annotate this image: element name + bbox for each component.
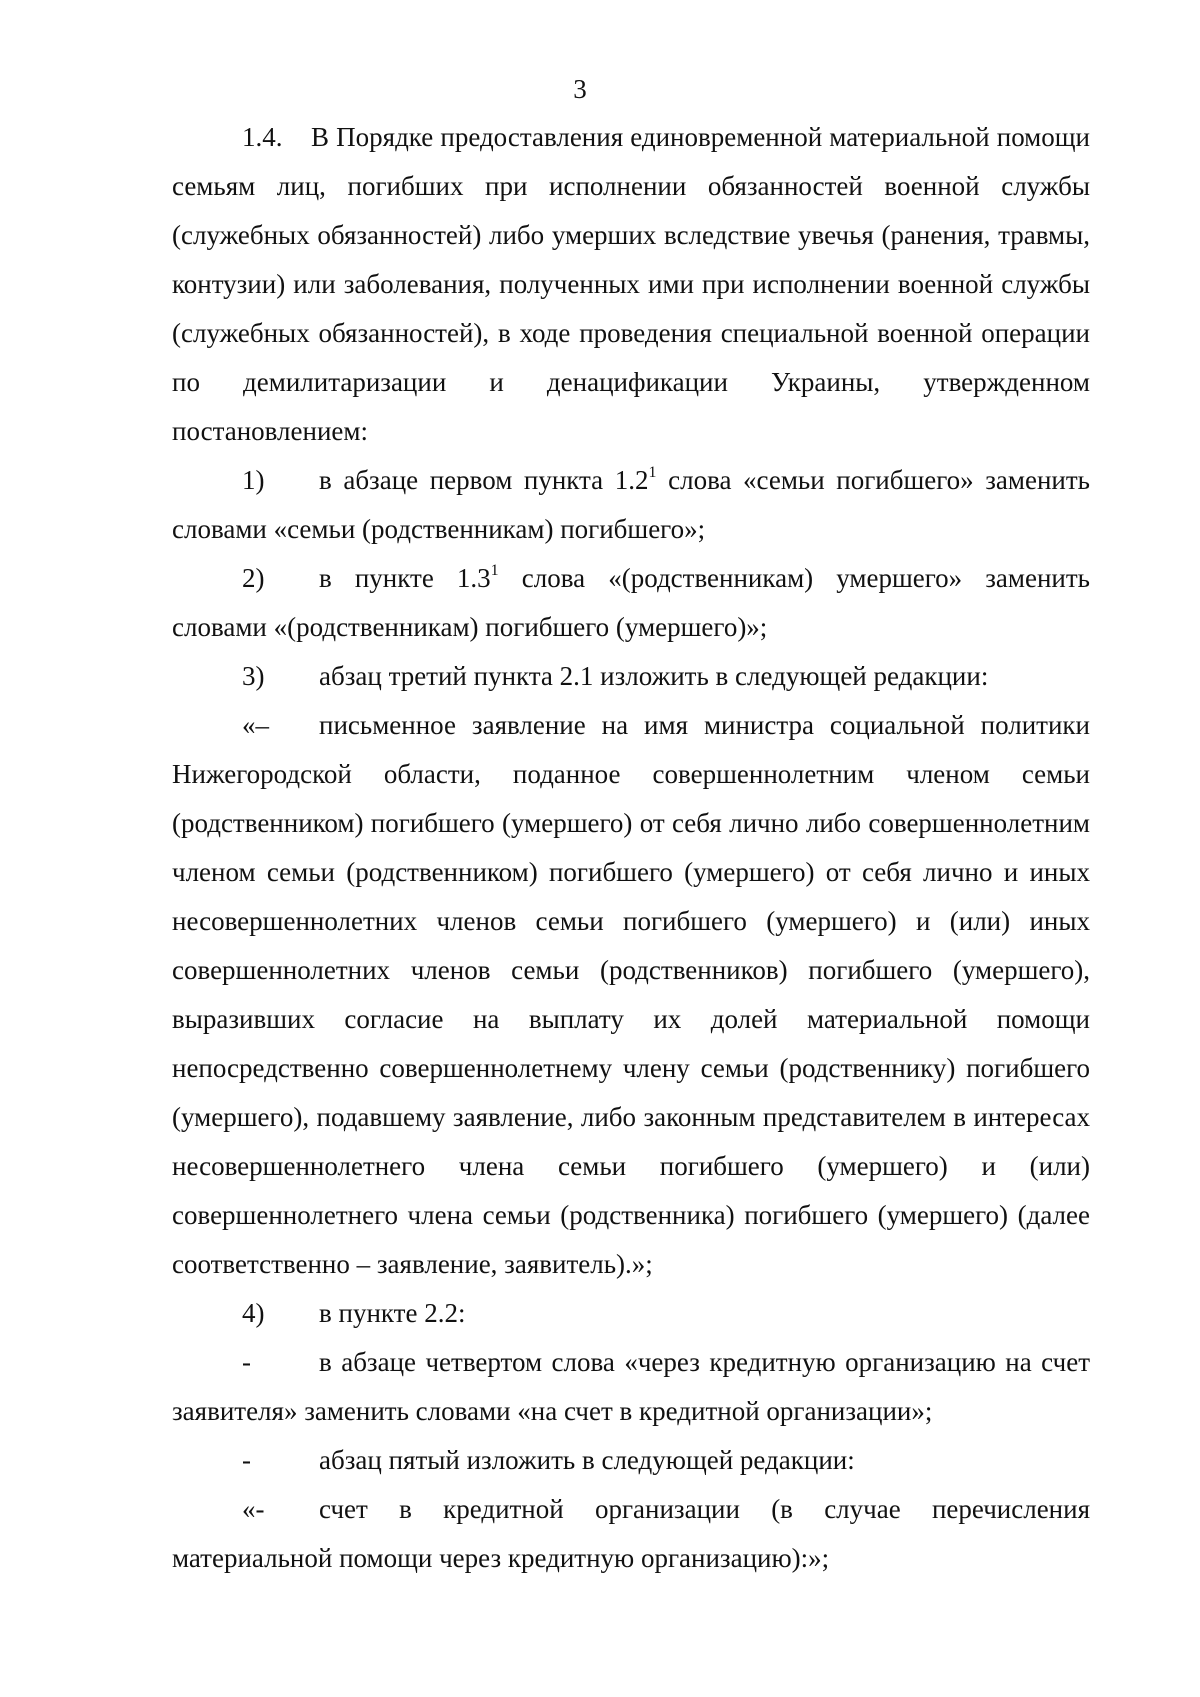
section-paragraph bbox=[172, 113, 1090, 456]
dash-item bbox=[172, 1338, 1090, 1436]
item-marker: 1) bbox=[242, 465, 265, 495]
item-marker: 4) bbox=[242, 1298, 265, 1328]
item-text: в пункте 1.3 bbox=[319, 563, 491, 593]
item-text: абзац третий пункта 2.1 изложить в следующей редакции: bbox=[319, 661, 989, 691]
superscript: 1 bbox=[490, 562, 499, 579]
item-marker: «- bbox=[242, 1494, 265, 1524]
item-marker: - bbox=[242, 1347, 251, 1377]
item-text: счет в кредитной организации (в случае перечисления материальной помощи через кредитную организацию):»; bbox=[172, 1494, 1090, 1573]
item-text: слова «семьи погибшего» заменить словами «семьи (родственникам) погибшего»; bbox=[172, 465, 1090, 544]
section-text: В Порядке предоставления единовременной материальной помощи семьям лиц, погибших при исполнении обязанностей военной службы (служебных обязанностей) либо умерших вследствие увечья (ранения, травмы, контузии) или заболевания, полученных ими при исполнении военной службы (служебных обязанностей), в ходе проведения специальной военной операции по демилитаризации и денацификации Украины, утвержденном постановлением: bbox=[172, 122, 1091, 446]
list-item bbox=[172, 1289, 1090, 1338]
item-text: абзац пятый изложить в следующей редакции: bbox=[319, 1445, 855, 1475]
item-text: в абзаце первом пункта 1.2 bbox=[319, 465, 649, 495]
item-marker: «– bbox=[242, 710, 269, 740]
dash-item bbox=[172, 1436, 1090, 1485]
item-marker: 3) bbox=[242, 661, 265, 691]
item-text: письменное заявление на имя министра социальной политики Нижегородской области, поданное совершеннолетним членом семьи (родственником) погибшего (умершего) от себя лично либо совершеннолетним членом семьи (родственником) погибшего (умершего) от себя лично и иных несовершеннолетних членов семьи погибшего (умершего) и (или) иных совершеннолетних членов семьи (родственников) погибшего (умершего), выразивших согласие на выплату их долей материальной помощи непосредственно совершеннолетнему члену семьи (родственнику) погибшего (умершего), подавшему заявление, либо законным представителем в интересах несовершеннолетнего члена семьи погибшего (умершего) и (или) совершеннолетнего члена семьи (родственника) погибшего (умершего) (далее соответственно – заявление, заявитель).»; bbox=[172, 710, 1090, 1279]
section-number: 1.4. bbox=[242, 122, 283, 152]
item-text: в пункте 2.2: bbox=[319, 1298, 466, 1328]
page-number: 3 bbox=[573, 74, 587, 104]
item-marker: 2) bbox=[242, 563, 265, 593]
list-item bbox=[172, 554, 1090, 652]
quoted-paragraph bbox=[172, 701, 1090, 1289]
superscript: 1 bbox=[648, 464, 657, 481]
item-marker: - bbox=[242, 1445, 251, 1475]
item-text: в абзаце четвертом слова «через кредитную организацию на счет заявителя» заменить словами «на счет в кредитной организации»; bbox=[172, 1347, 1090, 1426]
item-text: слова «(родственникам) умершего» заменить словами «(родственникам) погибшего (умершего)»; bbox=[172, 563, 1090, 642]
document-body bbox=[172, 113, 1090, 1583]
quoted-paragraph bbox=[172, 1485, 1090, 1583]
list-item bbox=[172, 652, 1090, 701]
list-item bbox=[172, 456, 1090, 554]
